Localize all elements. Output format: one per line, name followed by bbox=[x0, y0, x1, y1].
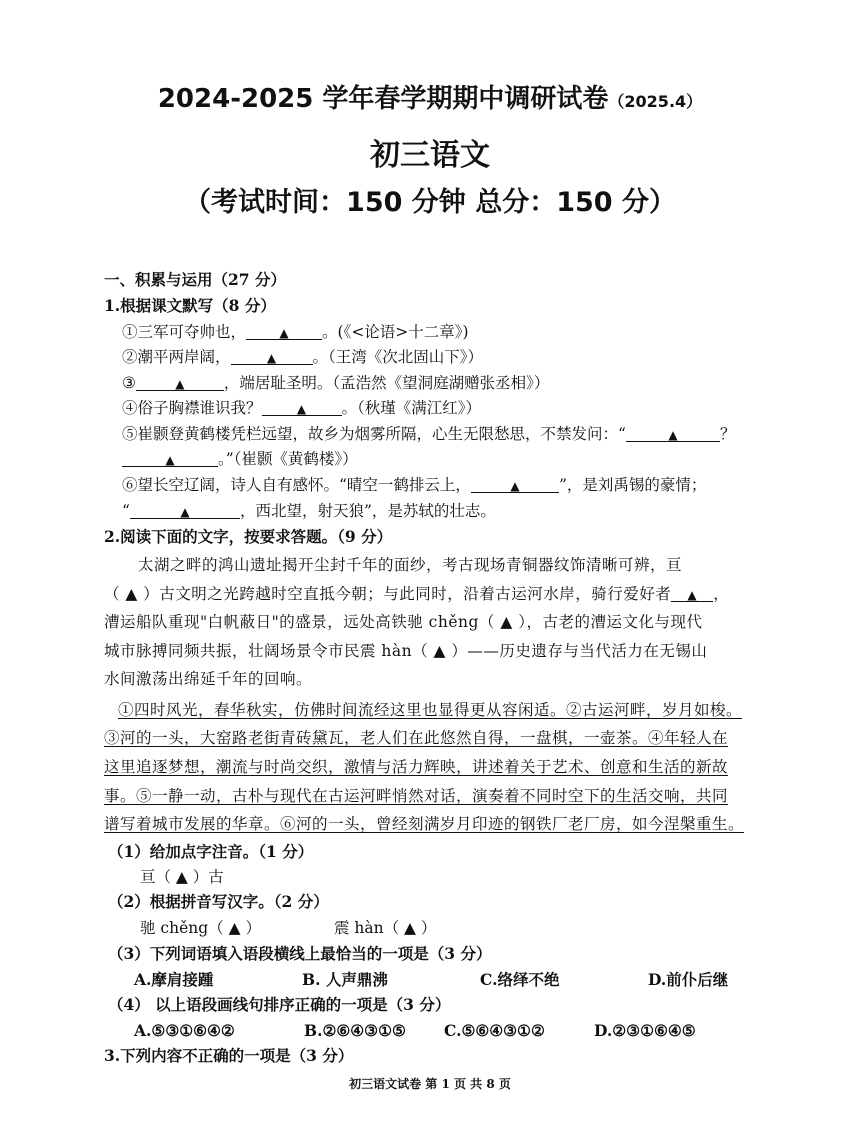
sub-question-4-stem: （4） 以上语段画线句排序正确的一项是（3 分） bbox=[108, 995, 451, 1014]
passage-line: 漕运船队重现"白帆蔽日"的盛景，远处高铁驰 chěng（ ▲ ），古老的漕运文化与现代 bbox=[104, 613, 703, 631]
underlined-sentence: 谱写着城市发展的华章。 bbox=[104, 815, 281, 833]
underlined-sentence: 事。 bbox=[104, 787, 137, 805]
underlined-sentence: ⑤一静一动，古朴与现代在古运河畔悄然对话，演奏着不同时空下的生活交响，共同 bbox=[136, 787, 729, 805]
exam-info: （考试时间：150 分钟 总分：150 分） bbox=[184, 187, 676, 218]
sub-question-1-answer: 亘（ ▲ ）古 bbox=[140, 868, 224, 886]
underlined-sentence: ①四时风光，春华秋实，仿佛时间流经这里也显得更从容闲适。 bbox=[118, 701, 567, 719]
passage-line-underlined bbox=[104, 814, 744, 834]
question-1-stem: 1.根据课文默写（8 分） bbox=[104, 296, 276, 315]
subject-title: 初三语文 bbox=[370, 138, 490, 173]
option-d: D.前仆后继 bbox=[648, 970, 729, 989]
q1-item-5-cont: ▲ 。”（崔颢《黄鹤楼》） bbox=[122, 449, 358, 469]
q1-item-6: ⑥望长空辽阔，诗人自有感怀。“晴空一鹤排云上， ▲ ”，是刘禹锡的豪情； bbox=[122, 476, 707, 494]
answer-blank bbox=[246, 322, 322, 340]
triangle-icon: ▲ bbox=[165, 453, 175, 467]
answer-blank bbox=[136, 373, 224, 391]
triangle-icon: ▲ bbox=[180, 505, 190, 519]
q1-item-2: ②潮平两岸阔， ▲ 。（王湾《次北固山下》） bbox=[122, 348, 484, 366]
option-d: D.②③①⑥④⑤ bbox=[594, 1021, 696, 1040]
q1-item-4: ④俗子胸襟谁识我？ ▲ 。（秋瑾《满江红》） bbox=[122, 399, 482, 417]
sub-question-2-stem: （2）根据拼音写汉字。（2 分） bbox=[108, 892, 329, 911]
option-a: A.⑤③①⑥④② bbox=[134, 1021, 235, 1040]
passage-line: （ ▲ ）古文明之光跨越时空直抵今朝；与此同时，沿着古运河水岸，骑行爱好者 ▲ ， bbox=[104, 585, 730, 603]
question-2-stem: 2.阅读下面的文字，按要求答题。（9 分） bbox=[104, 527, 393, 546]
passage-line: 太湖之畔的鸿山遗址揭开尘封千年的面纱，考古现场青铜器纹饰清晰可辨，亘 bbox=[138, 556, 683, 574]
passage-line: 水间激荡出绵延千年的回响。 bbox=[104, 670, 313, 688]
sub-question-2-answer-b: 震 hàn（ ▲ ） bbox=[334, 919, 437, 937]
underlined-sentence: ③河的一头，大窑路老街青砖黛瓦，老人们在此悠然自得，一盘棋，一壶茶。 bbox=[104, 729, 649, 747]
triangle-icon: ▲ bbox=[279, 326, 289, 340]
sub-question-3-stem: （3）下列词语填入语段横线上最恰当的一项是（3 分） bbox=[108, 944, 492, 963]
triangle-icon: ▲ bbox=[266, 351, 277, 365]
triangle-icon: ▲ bbox=[510, 479, 520, 493]
answer-blank bbox=[231, 347, 313, 365]
q1-item-3: ③ ▲ ，端居耻圣明。（孟浩然《望洞庭湖赠张丞相》） bbox=[122, 374, 550, 392]
triangle-icon: ▲ bbox=[175, 377, 185, 391]
answer-blank bbox=[471, 475, 559, 493]
exam-title-text: 2024-2025 学年春学期期中调研试卷 bbox=[157, 84, 609, 114]
option-c: C.⑤⑥④③①② bbox=[444, 1021, 545, 1040]
exam-title bbox=[0, 78, 860, 115]
option-b: B. 人声鼎沸 bbox=[302, 970, 388, 989]
passage-line-underlined bbox=[104, 728, 728, 748]
exam-date: （2025.4） bbox=[608, 92, 703, 111]
underlined-sentence: ④年轻人在 bbox=[648, 729, 729, 747]
triangle-icon: ▲ bbox=[296, 402, 307, 416]
answer-blank bbox=[671, 584, 713, 602]
answer-blank bbox=[122, 449, 218, 467]
q1-item-1: ①三军可夺帅也， ▲ 。(《<论语>十二章》) bbox=[122, 323, 469, 341]
sub-question-1-stem: （1）给加点字注音。（1 分） bbox=[108, 842, 314, 861]
underlined-sentence: ⑥河的一头，曾经刻满岁月印迹的钢铁厂老厂房，如今涅槃重生。 bbox=[280, 815, 745, 833]
section-heading: 一、积累与运用（27 分） bbox=[104, 270, 286, 289]
triangle-icon: ▲ bbox=[687, 588, 698, 602]
option-c: C.络绎不绝 bbox=[480, 970, 560, 989]
answer-blank bbox=[626, 424, 720, 442]
sub-question-2-answer-a: 驰 chěng（ ▲ ） bbox=[140, 919, 261, 937]
answer-blank bbox=[130, 501, 240, 519]
underlined-sentence: ②古运河畔，岁月如梭。 bbox=[566, 701, 743, 719]
triangle-icon: ▲ bbox=[668, 428, 678, 442]
underlined-sentence: 这里追逐梦想，潮流与时尚交织，激情与活力辉映，讲述着关于艺术、创意和生活的新故 bbox=[104, 758, 729, 776]
passage-line: 城市脉搏同频共振，壮阔场景令市民震 hàn（ ▲ ）——历史遗存与当代活力在无锡山 bbox=[104, 642, 708, 660]
q1-item-5: ⑤崔颢登黄鹤楼凭栏远望，故乡为烟雾所隔，心生无限愁思，不禁发问：“ ▲ ？ bbox=[122, 425, 736, 443]
q1-item-6-cont: “ ▲ ，西北望，射天狼”，是苏轼的壮志。 bbox=[122, 502, 496, 520]
answer-blank bbox=[262, 398, 342, 416]
page-footer: 初三语文试卷 第 1 页 共 8 页 bbox=[349, 1077, 511, 1091]
passage-line-underlined bbox=[118, 700, 742, 720]
option-b: B.②⑥④③①⑤ bbox=[304, 1021, 406, 1040]
option-a: A.摩肩接踵 bbox=[134, 970, 214, 989]
passage-line-underlined bbox=[104, 786, 728, 806]
question-3-stem: 3.下列内容不正确的一项是（3 分） bbox=[104, 1046, 354, 1065]
